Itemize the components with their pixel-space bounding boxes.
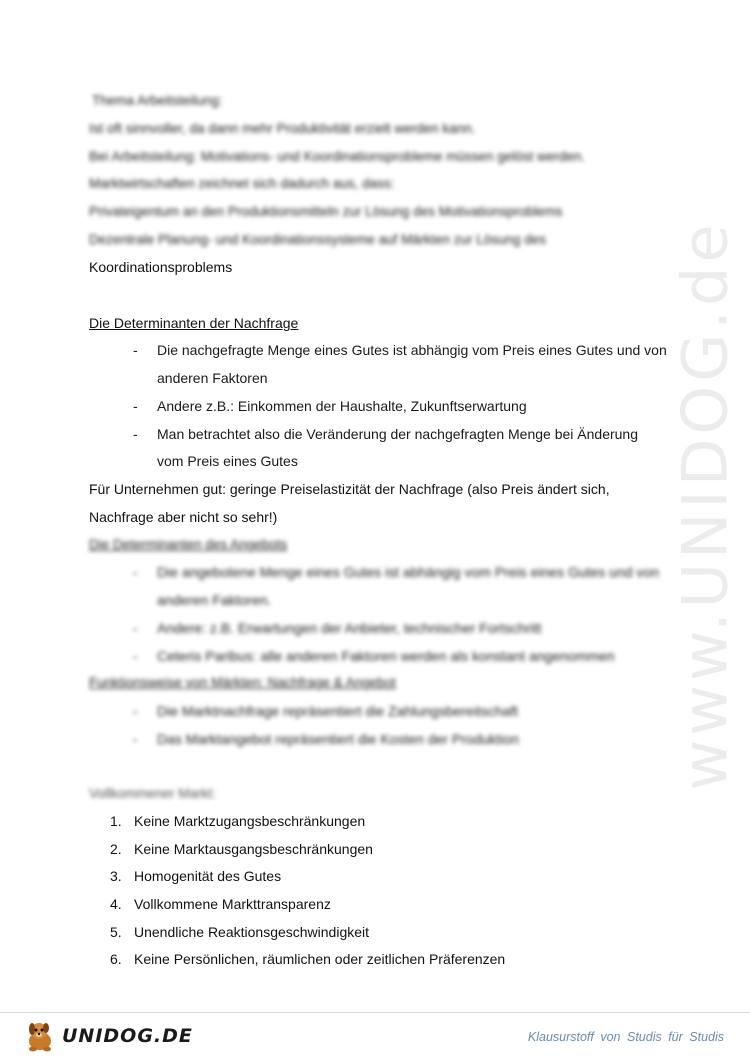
dash-bullet: - [133,703,138,719]
watermark-text: www.UNIDOG.de [668,220,742,790]
dash-bullet: - [133,398,138,414]
dash-bullet: - [133,426,138,442]
list-item-text: Die Marktnachfrage repräsentiert die Zahlungsbereitschaft [157,703,519,719]
logo-text: UNIDOG.DE [62,1025,193,1047]
intro-title: Thema Arbeitsteilung: [92,93,223,108]
item-text: Keine Marktzugangsbeschränkungen [134,813,366,829]
intro-line-6: Koordinationsproblems [89,259,233,275]
watermark [640,220,750,790]
item-text: Keine Persönlichen, räumlichen oder zeitlichen Präferenzen [134,951,506,967]
list-item-text: Man betrachtet also die Veränderung der nachgefragten Menge bei Änderung [157,426,639,442]
list-item-continuation: anderen Faktoren [157,370,268,386]
item-text: Homogenität des Gutes [134,868,282,884]
section-heading-funktionsweise: Funktionsweise von Märkten: Nachfrage & Angebot [89,675,396,690]
section-heading-nachfrage: Die Determinanten der Nachfrage [89,315,299,331]
intro-line-1: Ist oft sinnvoller, da dann mehr Produktivität erzielt werden kann. [89,121,476,136]
dash-bullet: - [133,564,138,580]
list-item-text: Andere: z.B. Erwartungen der Anbieter, technischer Fortschritt [157,620,542,636]
unidog-logo[interactable] [24,1017,193,1055]
intro-line-3: Marktwirtschaften zeichnet sich dadurch aus, dass: [89,176,395,191]
list-item-text: Die nachgefragte Menge eines Gutes ist abhängig vom Preis eines Gutes und von [157,342,667,358]
list-item-text: Das Marktangebot repräsentiert die Kosten der Produktion [157,731,519,747]
dash-bullet: - [133,342,138,358]
footer-divider [0,1012,750,1013]
item-number: 5. [110,924,122,940]
dash-bullet: - [133,620,138,636]
paragraph-line-1: Für Unternehmen gut: geringe Preiselastizität der Nachfrage (also Preis ändert sich, [89,481,610,497]
list-item-text: Die angebotene Menge eines Gutes ist abhängig vom Preis eines Gutes und von [157,564,659,580]
intro-line-2: Bei Arbeitsteilung: Motivations- und Koordinationsprobleme müssen gelöst werden. [89,149,586,164]
dash-bullet: - [133,731,138,747]
item-number: 6. [110,951,122,967]
item-number: 3. [110,868,122,884]
footer-slogan: Klausurstoff von Studis für Studis [527,1030,724,1044]
list-item-text: Andere z.B.: Einkommen der Haushalte, Zukunftserwartung [157,398,527,414]
section-heading-angebot: Die Determinanten des Angebots [89,537,288,552]
list-item-continuation: vom Preis eines Gutes [157,453,298,469]
item-text: Vollkommene Markttransparenz [134,896,331,912]
item-number: 1. [110,813,122,829]
dog-icon [24,1019,58,1053]
paragraph-line-2: Nachfrage aber nicht so sehr!) [89,509,278,525]
item-number: 2. [110,841,122,857]
list-item-continuation: anderen Faktoren. [157,592,272,608]
intro-line-5: Dezentrale Planung- und Koordinationssysteme auf Märkten zur Lösung des [89,232,547,247]
list-item-text: Ceteris Paribus: alle anderen Faktoren werden als konstant angenommen [157,648,615,664]
item-text: Unendliche Reaktionsgeschwindigkeit [134,924,370,940]
item-number: 4. [110,896,122,912]
item-text: Keine Marktausgangsbeschränkungen [134,841,373,857]
intro-line-4: Privateigentum an den Produktionsmitteln zur Lösung des Motivationsproblems [89,204,563,219]
dash-bullet: - [133,648,138,664]
section-heading-markt: Vollkommener Markt: [89,786,216,801]
